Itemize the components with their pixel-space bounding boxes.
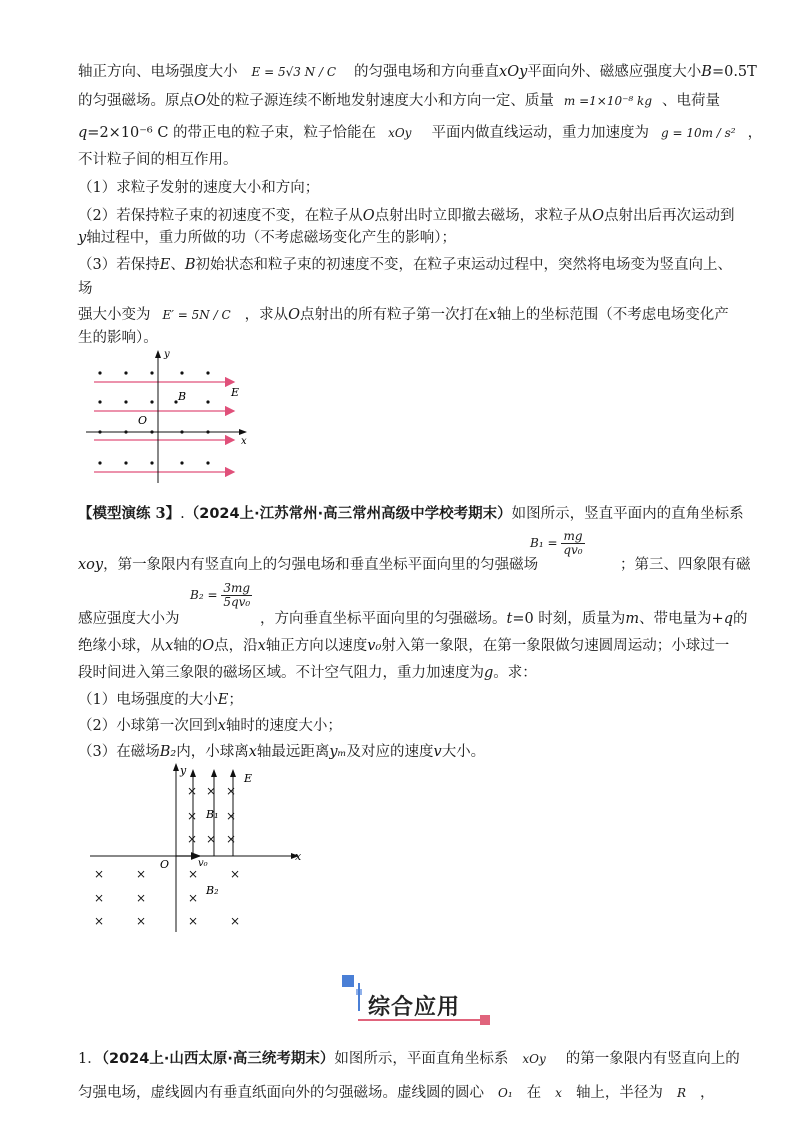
var: y <box>78 230 87 246</box>
question-3 <box>78 742 485 762</box>
svg-text:×: × <box>188 891 199 905</box>
fraction <box>561 530 584 557</box>
text: 轴时的速度大小； <box>225 718 342 734</box>
var: g <box>484 665 494 681</box>
formula-m: m =1×10⁻⁸ kg <box>563 94 653 108</box>
problem-source: （2024上·山西太原·高三统考期末） <box>101 1051 335 1067</box>
svg-text:×: × <box>187 809 198 823</box>
text: 轴最远距离 <box>256 744 330 760</box>
label-E: E <box>244 772 253 785</box>
text: 大小。 <box>441 744 486 760</box>
var: B₂ <box>159 744 177 760</box>
problem-1-line-1 <box>78 1049 740 1069</box>
var: xoy <box>78 557 104 573</box>
text: 处的粒子源连续不断地发射速度大小和方向一定、质量 <box>205 93 554 109</box>
label-O: O <box>138 414 148 427</box>
text: 轴过程中，重力所做的功（不考虑磁场变化产生的影响）； <box>86 230 456 246</box>
magnetic-dots <box>98 371 209 464</box>
problem-line-3 <box>78 609 180 629</box>
text: 如图所示，平面直角坐标系 <box>334 1051 509 1067</box>
text: 点射出后再次运动到 <box>604 208 735 224</box>
var: t <box>506 611 513 627</box>
formula-O1: O₁ <box>498 1086 513 1100</box>
text: ，求从 <box>244 307 289 323</box>
numerator: 3mg <box>221 582 252 596</box>
denominator: qv₀ <box>563 543 583 557</box>
text: 、带电量为+ <box>639 611 724 627</box>
figure-1 <box>86 345 256 485</box>
var: q <box>723 611 734 627</box>
figure-2 <box>88 760 308 935</box>
banner-accent-red <box>480 1015 490 1025</box>
label-x: x <box>295 850 302 863</box>
question-3-cont: 场 <box>78 281 93 297</box>
formula-label: B₁ = <box>530 536 558 550</box>
text: 匀强电场，虚线圆内有垂直纸面向外的匀强磁场。虚线圆的圆心 <box>78 1085 484 1101</box>
var: m <box>625 611 640 627</box>
var: x <box>217 718 226 734</box>
var: x <box>488 307 497 323</box>
var: O <box>194 93 206 109</box>
problem-header <box>78 504 744 524</box>
svg-text:×: × <box>226 809 237 823</box>
formula-xOy: xOy <box>388 126 412 140</box>
text: . <box>180 506 185 522</box>
question-3-cont2 <box>78 305 729 325</box>
var: B <box>184 257 196 273</box>
text: 点射出的所有粒子第一次打在 <box>300 307 489 323</box>
problem-line-4 <box>78 636 729 656</box>
text: （1）电场强度的大小 <box>78 692 218 708</box>
svg-text:×: × <box>94 914 105 928</box>
formula-B1 <box>530 530 585 557</box>
svg-text:×: × <box>187 784 198 798</box>
var: x <box>248 744 257 760</box>
problem-line-2 <box>78 555 538 575</box>
problem-source: （2024上·江苏常州·高三常州高级中学校考期末） <box>184 506 512 522</box>
formula-label: B₂ = <box>190 588 218 602</box>
svg-text:×: × <box>136 914 147 928</box>
text: 如图所示，竖直平面内的直角坐标系 <box>511 506 744 522</box>
svg-text:×: × <box>230 914 241 928</box>
formula-E: E = 5√3 N / C <box>251 65 337 79</box>
text-line-2 <box>78 91 720 111</box>
label-B: B <box>178 390 187 403</box>
var: x <box>257 638 266 654</box>
text: （3）若保持 <box>78 257 160 273</box>
var: O <box>202 638 215 654</box>
text: 、 <box>170 257 185 273</box>
text: =0.5T <box>711 64 757 80</box>
text: ；第三、四象限有磁 <box>620 557 751 573</box>
problem-line-5 <box>78 663 537 683</box>
question-2 <box>78 206 735 226</box>
text: （2）若保持粒子束的初速度不变，在粒子从 <box>78 208 363 224</box>
text: =0 时刻，质量为 <box>512 611 626 627</box>
label-B1: B₁ <box>206 808 219 821</box>
question-2-cont <box>78 228 456 248</box>
label-E: E <box>231 386 240 399</box>
text: 强大小变为 <box>78 307 151 323</box>
banner-accent-blue <box>342 975 354 987</box>
text: 初始状态和粒子束的初速度不变，在粒子束运动过程中，突然将电场变为竖直向上、 <box>195 257 732 273</box>
text: 1． <box>78 1051 102 1067</box>
text: 的匀强电场和方向垂直 <box>354 64 500 80</box>
var: E <box>217 692 229 708</box>
text: 及对应的速度 <box>346 744 434 760</box>
fraction <box>221 582 252 609</box>
text: 感应强度大小为 <box>78 611 180 627</box>
var: E <box>159 257 171 273</box>
svg-text:×: × <box>206 832 217 846</box>
svg-text:×: × <box>94 891 105 905</box>
label-B2: B₂ <box>206 884 219 897</box>
text: （2）小球第一次回到 <box>78 718 218 734</box>
field-lines-E <box>94 382 234 472</box>
text: 的 <box>733 611 748 627</box>
question-2 <box>78 716 342 736</box>
text-line-4: 不计粒子间的相互作用。 <box>78 152 238 168</box>
text: 平面向外、磁感应强度大小 <box>527 64 702 80</box>
svg-text:×: × <box>230 867 241 881</box>
formula-E-prime: E′ = 5N / C <box>162 308 231 322</box>
var: O <box>288 307 301 323</box>
text-line-3 <box>78 123 762 143</box>
text: 轴正方向、电场强度大小 <box>78 64 238 80</box>
text: ，方向垂直坐标平面向里的匀强磁场。 <box>260 611 507 627</box>
svg-text:×: × <box>188 914 199 928</box>
banner-line <box>358 983 360 1011</box>
numerator: mg <box>561 530 584 544</box>
question-1 <box>78 690 243 710</box>
label-y: y <box>180 764 187 777</box>
formula-B2 <box>190 582 252 609</box>
text: =2×10⁻⁶ C 的带正电的粒子束，粒子恰能在 <box>87 125 377 141</box>
formula-x: x <box>555 1086 562 1100</box>
text: 射入第一象限，在第一象限做匀速圆周运动；小球过一 <box>381 638 730 654</box>
label-y: y <box>164 349 170 360</box>
magnetic-crosses-B2 <box>94 867 240 928</box>
text: （3）在磁场 <box>78 744 160 760</box>
text: 。求： <box>493 665 537 681</box>
formula-g: g = 10m / s² <box>660 126 736 140</box>
text: 内，小球离 <box>176 744 249 760</box>
label-v0: v₀ <box>198 858 208 869</box>
svg-text:×: × <box>136 891 147 905</box>
text: 、电荷量 <box>662 93 721 109</box>
text: 在 <box>526 1085 542 1101</box>
var: B <box>701 64 712 80</box>
text: ， <box>747 125 763 141</box>
svg-text:×: × <box>188 867 199 881</box>
text: 点，沿 <box>214 638 258 654</box>
problem-tag: 【模型演练 3】 <box>78 505 181 522</box>
text: 的第一象限内有竖直向上的 <box>565 1051 740 1067</box>
var: q <box>78 125 88 141</box>
svg-text:×: × <box>136 867 147 881</box>
var: v <box>433 744 442 760</box>
var: yₘ <box>329 744 347 760</box>
text: 轴上的坐标范围（不考虑电场变化产 <box>496 307 729 323</box>
var: x <box>165 638 174 654</box>
svg-text:×: × <box>226 832 237 846</box>
text: ； <box>228 692 243 708</box>
text: 绝缘小球，从 <box>78 638 165 654</box>
question-3-cont3: 生的影响）。 <box>78 330 158 346</box>
svg-text:×: × <box>187 832 198 846</box>
text-line-1 <box>78 62 757 82</box>
var: O <box>592 208 605 224</box>
text: 的匀强磁场。原点 <box>78 93 194 109</box>
svg-text:×: × <box>226 784 237 798</box>
formula-R: R <box>676 1086 686 1100</box>
question-1: （1）求粒子发射的速度大小和方向； <box>78 180 320 196</box>
question-3 <box>78 255 732 275</box>
label-x: x <box>241 436 247 447</box>
text: 轴正方向以速度 <box>265 638 368 654</box>
text: 轴的 <box>173 638 203 654</box>
denominator: 5qv₀ <box>223 595 251 609</box>
text: ， <box>699 1085 715 1101</box>
text: 轴上，半径为 <box>575 1085 663 1101</box>
formula-xOy: xOy <box>522 1052 546 1066</box>
var: xOy <box>499 64 528 80</box>
problem-line-3b <box>260 609 748 629</box>
text: 平面内做直线运动，重力加速度为 <box>431 125 649 141</box>
text: ，第一象限内有竖直向上的匀强电场和垂直坐标平面向里的匀强磁场 <box>103 557 539 573</box>
text: 点射出时立即撤去磁场，求粒子从 <box>374 208 593 224</box>
svg-text:×: × <box>206 784 217 798</box>
var: v₀ <box>367 638 382 654</box>
svg-text:×: × <box>94 867 105 881</box>
problem-1-line-2 <box>78 1083 714 1103</box>
label-O: O <box>160 858 170 871</box>
section-title: 综合应用 <box>368 995 461 1020</box>
var: O <box>362 208 375 224</box>
text: 段时间进入第三象限的磁场区域。不计空气阻力，重力加速度为 <box>78 665 484 681</box>
